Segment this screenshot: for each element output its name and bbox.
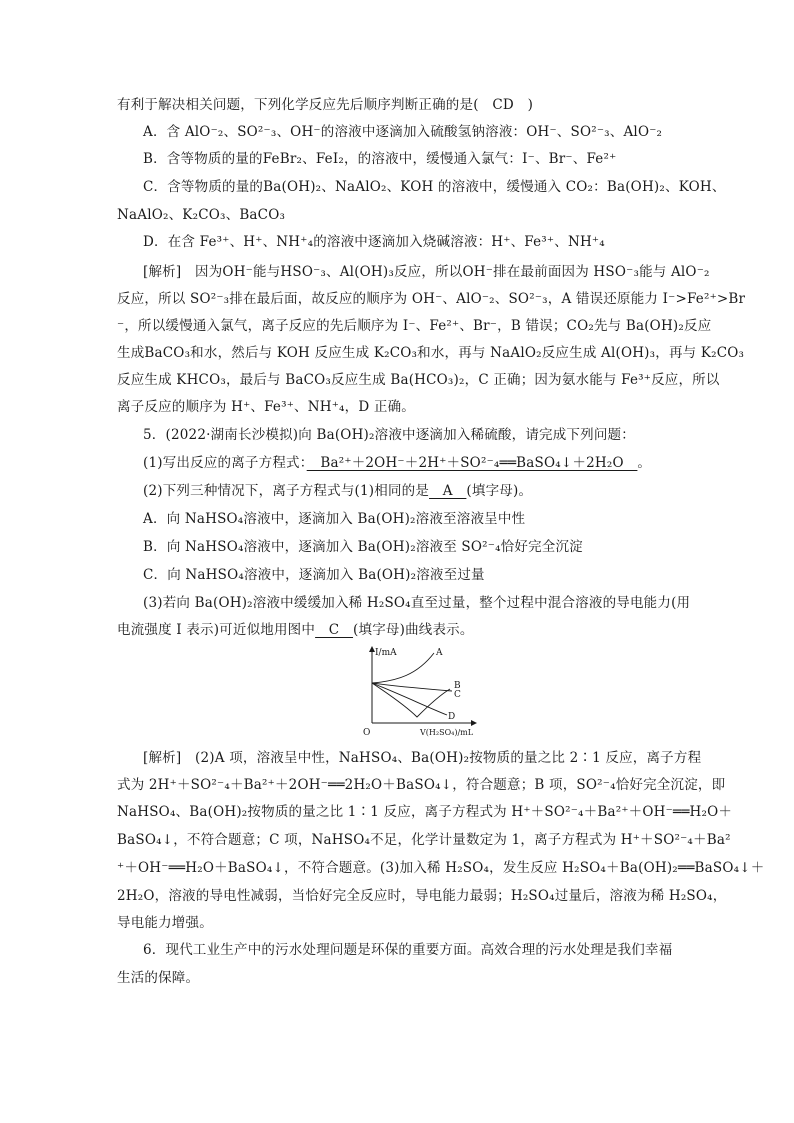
q5-option-a: A．向 NaHSO₄溶液中，逐滴加入 Ba(OH)₂溶液至溶液呈中性: [143, 511, 526, 527]
curve-b-label: B: [454, 681, 461, 691]
q5-analysis-line: 导电能力增强。: [117, 915, 213, 931]
q5-part2-prompt: (2)下列三种情况下，离子方程式与(1)相同的是: [143, 483, 430, 499]
q4-analysis-line: [解析] 因为OH⁻能与HSO⁻₃、Al(OH)₃反应，所以OH⁻排在最前面因为 HSO⁻₃能与 AlO⁻₂: [143, 264, 710, 280]
q4-analysis-line: 反应，所以 SO²⁻₃排在最后面，故反应的顺序为 OH⁻、AlO⁻₂、SO²⁻₃，A 错误还原能力 I⁻>Fe²⁺>Br: [117, 291, 746, 307]
q5-part2-end: (填字母)。: [466, 483, 533, 499]
q5-part1-answer: Ba²⁺＋2OH⁻＋2H⁺＋SO²⁻₄══BaSO₄↓＋2H₂O: [306, 455, 638, 471]
q6-stem: 6．现代工业生产中的污水处理问题是环保的重要方面。高效合理的污水处理是我们幸福: [143, 942, 673, 958]
q5-part1-end: 。: [637, 455, 652, 471]
conductivity-graph-svg: [362, 645, 480, 737]
q5-part3-prompt: 电流强度 I 表示)可近似地用图中: [117, 622, 316, 638]
q4-option-a: A．含 AlO⁻₂、SO²⁻₃、OH⁻的溶液中逐滴加入硫酸氢钠溶液：OH⁻、SO²⁻₃、AlO⁻₂: [143, 124, 663, 140]
q4-stem: 有利于解决相关问题，下列化学反应先后顺序判断正确的是( CD ): [117, 97, 534, 113]
q5-option-c: C．向 NaHSO₄溶液中，逐滴加入 Ba(OH)₂溶液至过量: [143, 567, 485, 583]
q5-part3: (3)若向 Ba(OH)₂溶液中缓缓加入稀 H₂SO₄直至过量，整个过程中混合溶液的导电能力(用: [143, 595, 691, 611]
curve-d-label: D: [448, 712, 456, 722]
q5-analysis-line: ⁺＋OH⁻══H₂O＋BaSO₄↓，不符合题意。(3)加入稀 H₂SO₄，发生反应 H₂SO₄＋Ba(OH)₂══BaSO₄↓＋: [117, 860, 765, 876]
x-axis-label: V(H₂SO₄)/mL: [420, 728, 474, 737]
q5-part2: [0, 481, 794, 501]
q5-part2-answer: A: [429, 483, 467, 499]
curve-a-label: A: [436, 648, 443, 658]
q5-part3-answer: C: [315, 622, 354, 638]
q5-part3-cont: [0, 620, 794, 640]
q5-stem: 5．(2022·湖南长沙模拟)向 Ba(OH)₂溶液中逐滴加入稀硫酸，请完成下列问题：: [143, 427, 635, 443]
q5-option-b: B．向 NaHSO₄溶液中，逐滴加入 Ba(OH)₂溶液至 SO²⁻₄恰好完全沉淀: [143, 539, 583, 555]
origin-label: O: [363, 728, 371, 737]
q5-analysis-line: 式为 2H⁺＋SO²⁻₄＋Ba²⁺＋2OH⁻══2H₂O＋BaSO₄↓，符合题意；B 项，SO²⁻₄恰好完全沉淀，即: [117, 777, 726, 793]
q5-part1: [0, 453, 794, 473]
curve-b: [372, 683, 452, 691]
q5-analysis-line: [解析] (2)A 项，溶液呈中性，NaHSO₄、Ba(OH)₂按物质的量之比 2∶1 反应，离子方程: [143, 750, 702, 766]
q4-option-d: D．在含 Fe³⁺、H⁺、NH⁺₄的溶液中逐滴加入烧碱溶液：H⁺、Fe³⁺、NH⁺₄: [143, 234, 605, 250]
q5-analysis-line: BaSO₄↓，不符合题意；C 项，NaHSO₄不足，化学计量数定为 1，离子方程式为 H⁺＋SO²⁻₄＋Ba²: [117, 832, 731, 848]
q4-option-c: C．含等物质的量的Ba(OH)₂、NaAlO₂、KOH 的溶液中，缓慢通入 CO₂：Ba(OH)₂、KOH、: [143, 179, 726, 195]
q5-analysis-line: NaHSO₄、Ba(OH)₂按物质的量之比 1∶1 反应，离子方程式为 H⁺＋SO²⁻₄＋Ba²⁺＋OH⁻══H₂O＋: [117, 804, 733, 820]
curve-c-label: C: [454, 690, 461, 700]
q5-analysis-line: 2H₂O，溶液的导电性减弱，当恰好完全反应时，导电能力最弱；H₂SO₄过量后，溶液为稀 H₂SO₄，: [117, 888, 727, 904]
q4-analysis-line: ⁻，所以缓慢通入氯气，离子反应的先后顺序为 I⁻、Fe²⁺、Br⁻，B 错误；CO₂先与 Ba(OH)₂反应: [117, 318, 712, 334]
conductivity-graph: [362, 645, 480, 737]
q4-option-c-cont: NaAlO₂、K₂CO₃、BaCO₃: [117, 207, 286, 223]
q4-analysis-line: 反应生成 KHCO₃，最后与 BaCO₃反应生成 Ba(HCO₃)₂，C 正确；因为氨水能与 Fe³⁺反应，所以: [117, 372, 720, 388]
q4-option-b: B．含等物质的量的FeBr₂、FeI₂，的溶液中，缓慢通入氯气：I⁻、Br⁻、Fe²⁺: [143, 151, 617, 167]
q4-analysis-line: 离子反应的顺序为 H⁺、Fe³⁺、NH⁺₄，D 正确。: [117, 399, 415, 415]
q5-part1-prompt: (1)写出反应的离子方程式：: [143, 455, 307, 471]
q5-part3-end: (填字母)曲线表示。: [353, 622, 474, 638]
q4-analysis-line: 生成BaCO₃和水，然后与 KOH 反应生成 K₂CO₃和水，再与 NaAlO₂反应生成 Al(OH)₃，再与 K₂CO₃: [117, 345, 745, 361]
y-axis-label: I/mA: [375, 648, 397, 658]
q6-stem-cont: 生活的保障。: [117, 970, 200, 986]
